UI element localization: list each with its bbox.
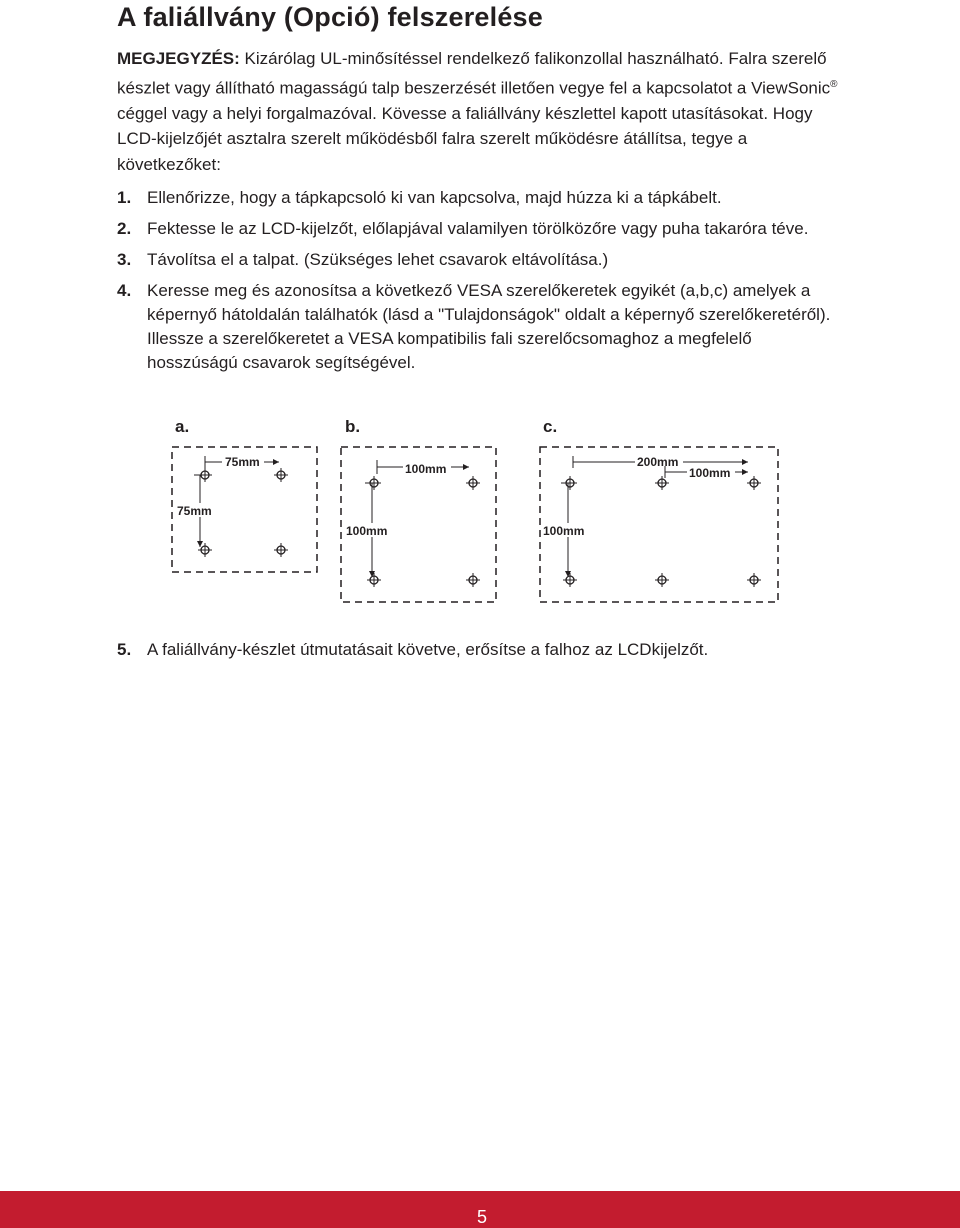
diagram-b-horizontal-label: 100mm	[405, 462, 447, 476]
vesa-diagram-a	[172, 417, 317, 572]
diagram-a-horizontal-label: 75mm	[225, 455, 260, 469]
diagram-b-vertical-label: 100mm	[346, 524, 388, 538]
diagram-c-horizontal-wide-label: 200mm	[637, 455, 679, 469]
step-item	[117, 638, 847, 662]
step-item	[117, 248, 847, 272]
step-text: Fektesse le az LCD-kijelzőt, előlapjával valamilyen törölközőre vagy puha takaróra téve.	[147, 219, 809, 238]
screw-icon	[655, 476, 669, 490]
step-number: 4.	[117, 281, 132, 300]
step-number: 2.	[117, 219, 132, 238]
diagram-c-label: c.	[543, 417, 558, 436]
step-number: 3.	[117, 250, 132, 269]
step-text: Keresse meg és azonosítsa a következő VESA szerelőkeretek egyikét (a,b,c) amelyek a képernyő hátoldalán találhatók (lásd a "Tulajdonságok" oldalt a képernyő szerelőkeretéről). Illessze a szerelőkeretet a VESA kompatibilis fali szerelőcsomaghoz a megfelelő hosszúságú csavarok segítségével.	[147, 281, 831, 372]
screw-icon	[747, 476, 761, 490]
screw-icon	[655, 573, 669, 587]
step-number: 5.	[117, 640, 132, 659]
vesa-mount-diagram	[160, 412, 800, 612]
page-title: A faliállvány (Opció) felszerelése	[117, 2, 543, 32]
step-item	[117, 279, 847, 375]
diagram-c-horizontal-label: 100mm	[689, 466, 731, 480]
registered-mark: ®	[830, 78, 838, 90]
step-text: Ellenőrizze, hogy a tápkapcsoló ki van kapcsolva, majd húzza ki a tápkábelt.	[147, 188, 722, 207]
diagram-a-label: a.	[175, 417, 190, 436]
screw-icon	[466, 573, 480, 587]
page-number: 5	[476, 1207, 487, 1227]
steps-list	[117, 186, 847, 382]
screw-icon	[274, 543, 288, 557]
note-text: Kizárólag UL-minősítéssel rendelkező falikonzollal használható. Falra szerelő készlet vagy állítható magasságú talp beszerzését illetően vegye fel a kapcsolatot a ViewSonic	[117, 49, 831, 98]
step-text: A faliállvány-készlet útmutatásait követve, erősítse a falhoz az LCDkijelzőt.	[147, 640, 709, 659]
step-item	[117, 217, 847, 241]
screw-icon	[466, 476, 480, 490]
diagram-a-vertical-label: 75mm	[177, 504, 212, 518]
step-item	[117, 186, 847, 210]
intro-note	[117, 46, 847, 177]
screw-icon	[747, 573, 761, 587]
note-rest: céggel vagy a helyi forgalmazóval. Kövesse a faliállvány készlettel kapott utasításokat. Hogy LCD-kijelzőjét asztalra szerelt működésből falra szerelt működésre átállítsa, tegye a következőket:	[117, 103, 813, 174]
vesa-diagram-b	[341, 417, 496, 602]
diagram-b-label: b.	[345, 417, 361, 436]
note-label: MEGJEGYZÉS:	[117, 49, 240, 68]
diagram-c-vertical-label: 100mm	[543, 524, 585, 538]
vesa-diagram-c	[540, 417, 778, 602]
screw-icon	[274, 468, 288, 482]
screw-icon	[367, 573, 381, 587]
step-text: Távolítsa el a talpat. (Szükséges lehet csavarok eltávolítása.)	[147, 250, 609, 269]
screw-icon	[563, 573, 577, 587]
step-number: 1.	[117, 188, 132, 207]
